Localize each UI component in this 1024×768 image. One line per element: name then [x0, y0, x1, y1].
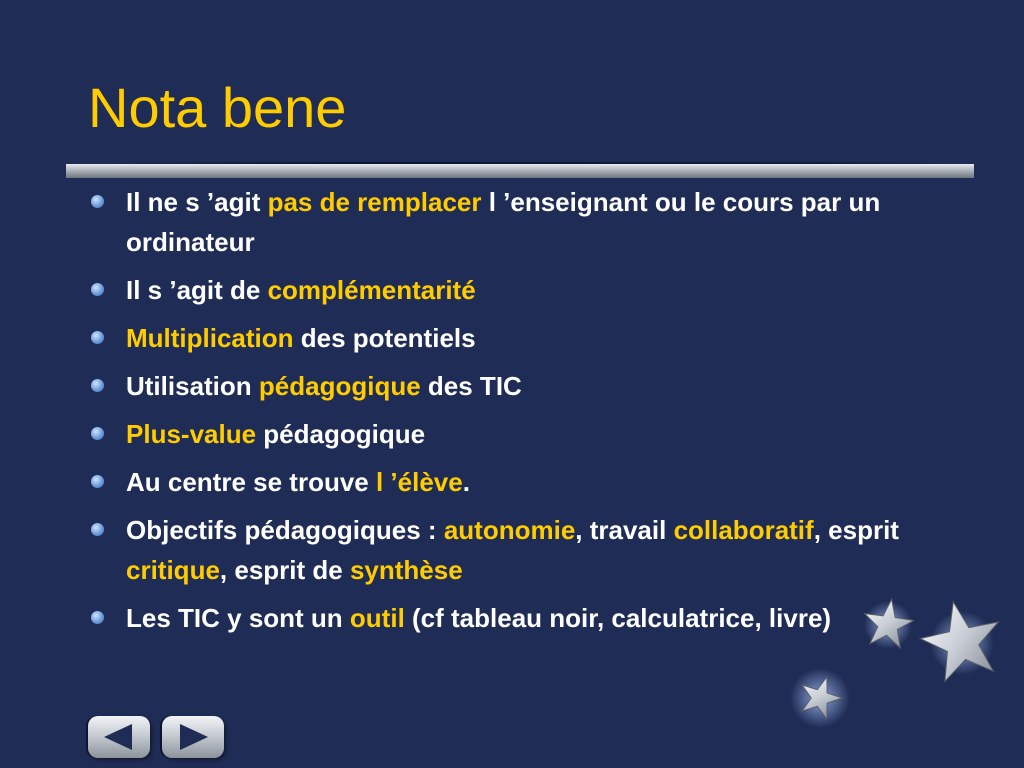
highlighted-text: critique [126, 555, 220, 585]
bullet-text: , esprit [813, 515, 899, 545]
slide-title: Nota bene [88, 76, 347, 139]
bullet-dot-icon [91, 475, 104, 488]
bullet-text: Il s ’agit de [126, 275, 268, 305]
highlighted-text: pas de remplacer [267, 187, 482, 217]
bullet-text: Utilisation [126, 371, 259, 401]
highlighted-text: collaboratif [673, 515, 814, 545]
bullet-dot-icon [91, 427, 104, 440]
bullet-text: (cf tableau noir, calculatrice, livre) [404, 603, 832, 633]
highlighted-text: outil [349, 603, 405, 633]
highlighted-text: l ’élève [375, 467, 463, 497]
bullet-text: Les TIC y sont un [126, 603, 350, 633]
bullet-text: pédagogique [256, 419, 426, 449]
bullet-text: , esprit de [219, 555, 350, 585]
bullet-text: Objectifs pédagogiques : [126, 515, 444, 545]
title-divider [66, 162, 974, 180]
highlighted-text: synthèse [349, 555, 463, 585]
bullet-list [88, 182, 938, 646]
bullet-item [88, 270, 938, 310]
highlighted-text: Plus-value [126, 419, 257, 449]
star-cluster-icon [760, 585, 1024, 768]
bullet-item [88, 414, 938, 454]
next-slide-button[interactable] [162, 716, 224, 758]
bullet-text: l ’enseignant ou le cours par un ordinateur [126, 187, 881, 257]
highlighted-text: Multiplication [126, 323, 294, 353]
previous-slide-button[interactable] [88, 716, 150, 758]
bullet-item [88, 182, 938, 262]
bullet-dot-icon [91, 523, 104, 536]
bullet-dot-icon [91, 379, 104, 392]
arrow-right-icon [162, 716, 224, 758]
bullet-item [88, 462, 938, 502]
bullet-dot-icon [91, 331, 104, 344]
arrow-left-icon [88, 716, 150, 758]
bullet-item [88, 510, 938, 590]
bullet-dot-icon [91, 283, 104, 296]
bullet-dot-icon [91, 195, 104, 208]
highlighted-text: pédagogique [258, 371, 421, 401]
bullet-text: des potentiels [293, 323, 476, 353]
bullet-text: Au centre se trouve [126, 467, 376, 497]
bullet-text: , travail [575, 515, 674, 545]
highlighted-text: complémentarité [267, 275, 476, 305]
bullet-item [88, 366, 938, 406]
bullet-text: Il ne s ’agit [126, 187, 268, 217]
bullet-text: des TIC [420, 371, 522, 401]
bullet-text: . [462, 467, 470, 497]
bullet-dot-icon [91, 611, 104, 624]
bullet-item [88, 318, 938, 358]
highlighted-text: autonomie [443, 515, 576, 545]
